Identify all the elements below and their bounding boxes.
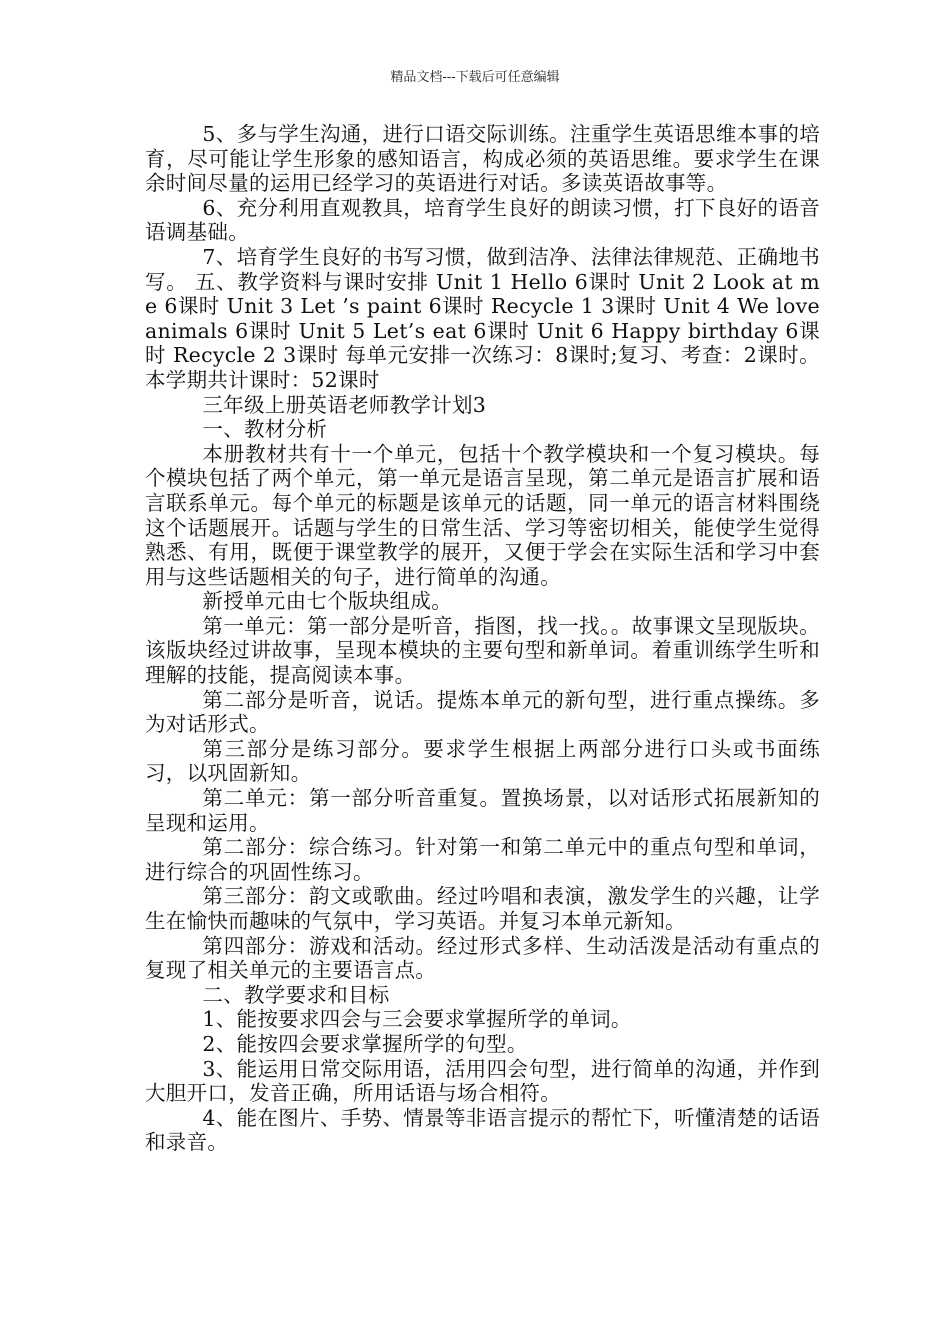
- paragraph: 第三部分：韵文或歌曲。经过吟唱和表演，激发学生的兴趣，让学生在愉快而趣味的气氛中，学习英语。并复习本单元新知。: [145, 884, 820, 933]
- list-item: 3、能运用日常交际用语，活用四会句型，进行简单的沟通，并作到大胆开口，发音正确，所用话语与场合相符。: [145, 1056, 820, 1106]
- paragraph: 第三部分是练习部分。要求学生根据上两部分进行口头或书面练习，以巩固新知。: [145, 736, 820, 786]
- page-header: 精品文档---下载后可任意编辑: [390, 70, 560, 85]
- section-heading: 二、教学要求和目标: [202, 982, 390, 1007]
- paragraph: 6、充分利用直观教具，培育学生良好的朗读习惯，打下良好的语音语调基础。: [145, 195, 820, 245]
- paragraph: 第一单元：第一部分是听音，指图，找一找。。故事课文呈现版块。该版块经过讲故事，呈现本模块的主要句型和新单词。着重训练学生听和理解的技能，提高阅读本事。: [145, 613, 820, 688]
- section-title: 三年级上册英语老师教学计划3: [202, 392, 487, 417]
- list-item: 1、能按要求四会与三会要求掌握所学的单词。: [202, 1007, 632, 1032]
- paragraph: 第二部分：综合练习。针对第一和第二单元中的重点句型和单词，进行综合的巩固性练习。: [145, 835, 820, 884]
- paragraph: 第四部分：游戏和活动。经过形式多样、生动活泼是活动有重点的复现了相关单元的主要语言点。: [145, 933, 820, 983]
- document-body: [145, 122, 820, 1155]
- section-heading: 一、教材分析: [202, 417, 328, 442]
- paragraph: 新授单元由七个版块组成。: [202, 589, 452, 614]
- paragraph: 5、多与学生沟通，进行口语交际训练。注重学生英语思维本事的培育，尽可能让学生形象的感知语言，构成必须的英语思维。要求学生在课余时间尽量的运用已经学习的英语进行对话。多读英语故事等。: [145, 122, 820, 196]
- paragraph: 第二单元：第一部分听音重复。置换场景，以对话形式拓展新知的呈现和运用。: [145, 786, 820, 835]
- paragraph: 7、培育学生良好的书写习惯，做到洁净、法律法律规范、正确地书写。 五、教学资料与课时安排 Unit 1 Hello 6课时 Unit 2 Look at me 6课时 Unit 3 Let ’s paint 6课时 Recycle 1 3课时 Unit 4 We love animals 6课时 Unit 5 Let’s eat 6课时 Unit 6 Happy birthday 6课时 Recycle 2 3课时 每单元安排一次练习：8课时;复习、考查：2课时。本学期共计课时：52课时: [145, 244, 820, 392]
- paragraph: 第二部分是听音，说话。提炼本单元的新句型，进行重点操练。多为对话形式。: [145, 687, 820, 737]
- list-item: 2、能按四会要求掌握所学的句型。: [202, 1031, 528, 1056]
- paragraph: 本册教材共有十一个单元，包括十个教学模块和一个复习模块。每个模块包括了两个单元，第一单元是语言呈现，第二单元是语言扩展和语言联系单元。每个单元的标题是该单元的话题，同一单元的语言材料围绕这个话题展开。话题与学生的日常生活、学习等密切相关，能使学生觉得熟悉、有用，既便于课堂教学的展开，又便于学会在实际生活和学习中套用与这些话题相关的句子，进行简单的沟通。: [145, 441, 820, 589]
- list-item: 4、能在图片、手势、情景等非语言提示的帮忙下，听懂清楚的话语和录音。: [145, 1105, 820, 1155]
